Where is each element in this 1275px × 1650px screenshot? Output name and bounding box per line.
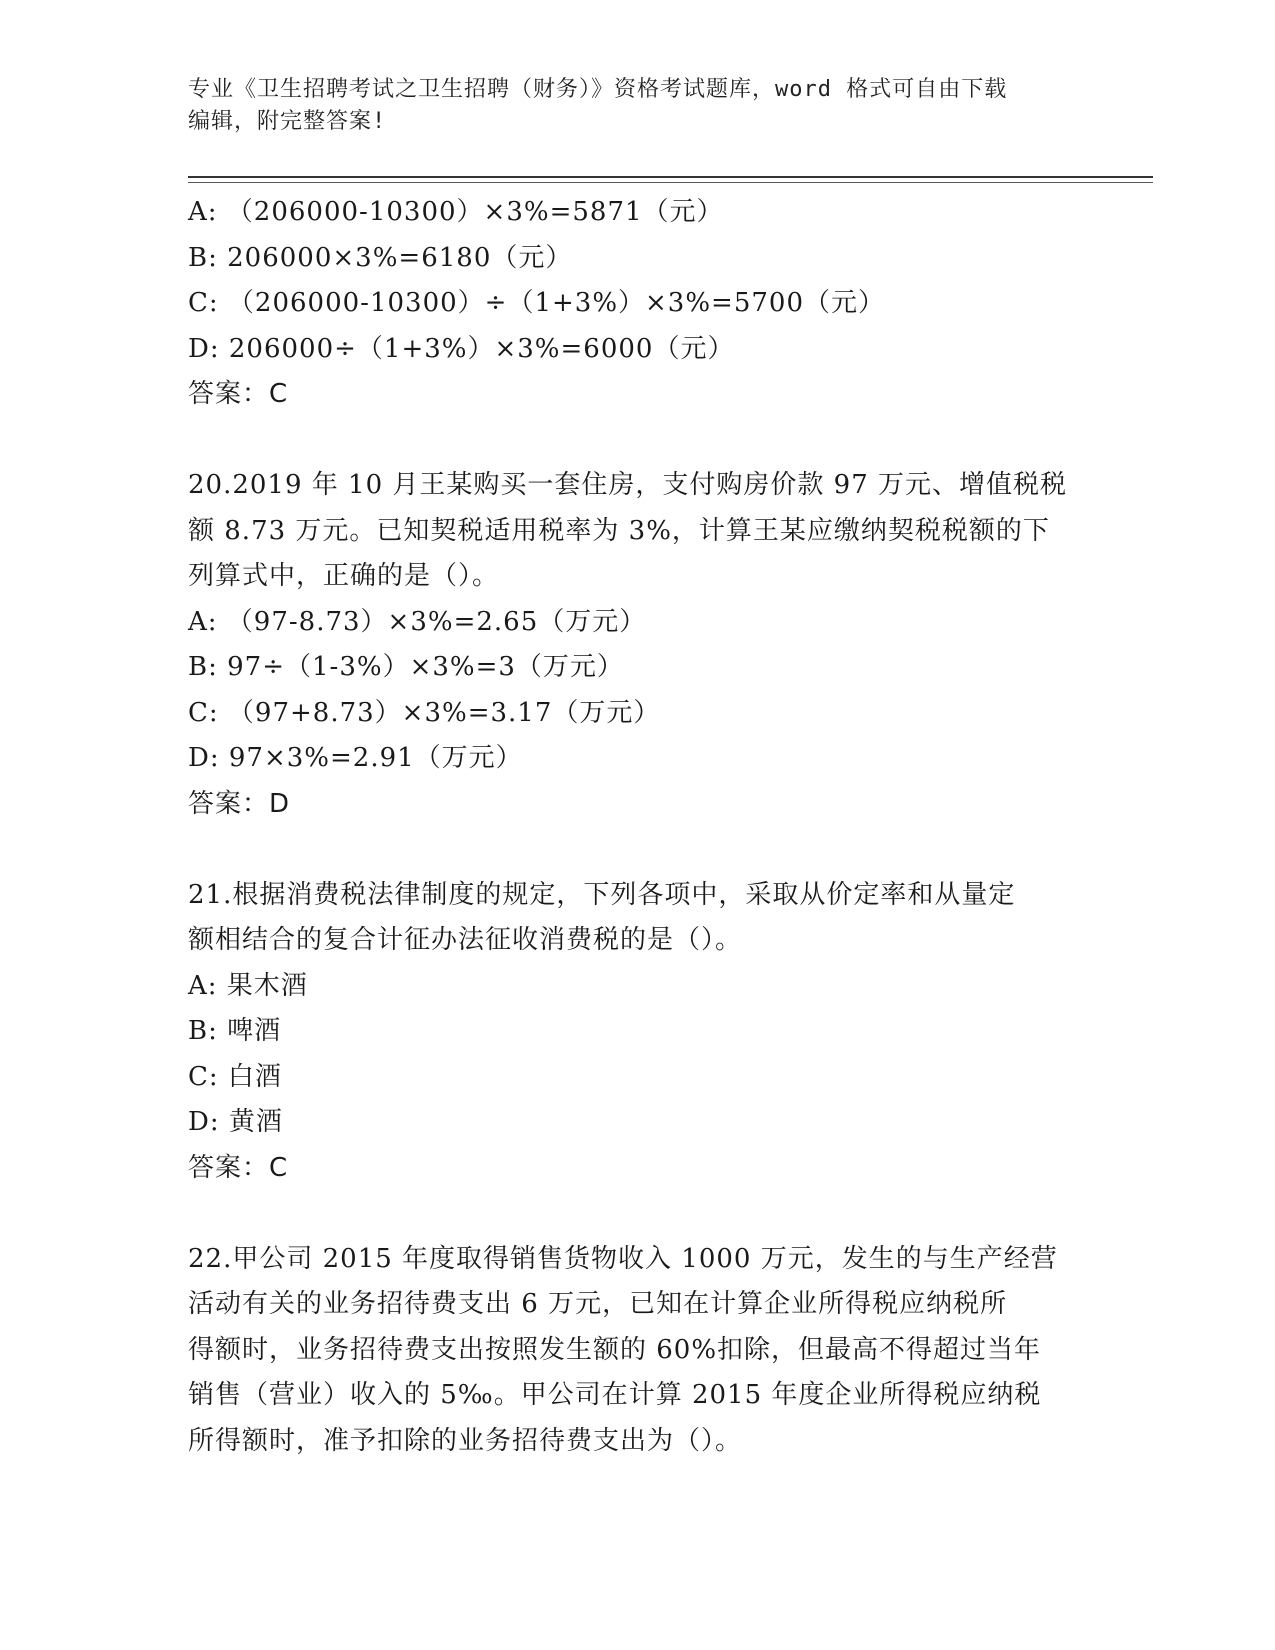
question-stem: 21.根据消费税法律制度的规定，下列各项中，采取从价定率和从量定 bbox=[188, 879, 1016, 910]
spacer bbox=[188, 827, 1088, 873]
question-21 bbox=[188, 873, 1088, 1192]
option-d: D: 黄酒 bbox=[188, 1107, 283, 1137]
option-b: B: 97÷（1-3%）×3%=3（万元） bbox=[188, 652, 624, 682]
question-stem: 列算式中，正确的是（）。 bbox=[188, 561, 500, 591]
header-line-1: 专业《卫生招聘考试之卫生招聘（财务）》资格考试题库，word 格式可自由下载 bbox=[188, 77, 1008, 102]
header-divider-thick bbox=[188, 176, 1153, 178]
question-stem: 得额时，业务招待费支出按照发生额的 60%扣除，但最高不得超过当年 bbox=[188, 1334, 1042, 1365]
option-d: D: 97×3%=2.91（万元） bbox=[188, 743, 523, 773]
answer-label: 答案：C bbox=[188, 379, 289, 409]
question-stem: 额 8.73 万元。已知契税适用税率为 3%，计算王某应缴纳契税税额的下 bbox=[188, 515, 1050, 546]
header-line-2: 编辑，附完整答案! bbox=[188, 109, 387, 134]
question-19-options bbox=[188, 190, 1088, 418]
spacer bbox=[188, 418, 1088, 464]
option-c: C: （206000-10300）÷（1+3%）×3%=5700（元） bbox=[188, 288, 886, 318]
page-header bbox=[188, 74, 1088, 138]
question-stem: 20.2019 年 10 月王某购买一套住房，支付购房价款 97 万元、增值税税 bbox=[188, 470, 1068, 500]
option-a: A: （97-8.73）×3%=2.65（万元） bbox=[188, 606, 647, 637]
question-stem: 所得额时，准予扣除的业务招待费支出为（）。 bbox=[188, 1425, 743, 1456]
option-d: D: 206000÷（1+3%）×3%=6000（元） bbox=[188, 333, 735, 364]
spacer bbox=[188, 1191, 1088, 1237]
question-20 bbox=[188, 463, 1088, 827]
question-22 bbox=[188, 1237, 1088, 1465]
option-a: A: 果木酒 bbox=[188, 970, 308, 1001]
answer-label: 答案：D bbox=[188, 788, 291, 819]
question-stem: 销售（营业）收入的 5‰。甲公司在计算 2015 年度企业所得税应纳税 bbox=[188, 1380, 1042, 1410]
question-stem: 22.甲公司 2015 年度取得销售货物收入 1000 万元，发生的与生产经营 bbox=[188, 1243, 1058, 1274]
option-c: C: （97+8.73）×3%=3.17（万元） bbox=[188, 697, 661, 728]
question-content bbox=[188, 190, 1088, 1464]
answer-label: 答案：C bbox=[188, 1152, 289, 1183]
option-b: B: 啤酒 bbox=[188, 1016, 282, 1046]
option-c: C: 白酒 bbox=[188, 1061, 282, 1092]
question-stem: 额相结合的复合计征办法征收消费税的是（）。 bbox=[188, 925, 743, 955]
question-stem: 活动有关的业务招待费支出 6 万元，已知在计算企业所得税应纳税所 bbox=[188, 1289, 1008, 1319]
option-b: B: 206000×3%=6180（元） bbox=[188, 242, 573, 273]
option-a: A: （206000-10300）×3%=5871（元） bbox=[188, 197, 724, 227]
header-divider-thin bbox=[188, 182, 1153, 183]
